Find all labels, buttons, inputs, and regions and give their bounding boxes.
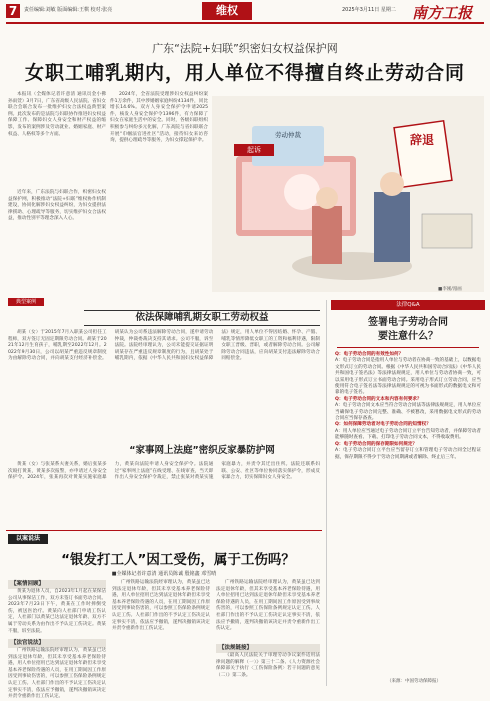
qa-source: （来源：中国劳动保障报）: [387, 679, 441, 684]
header-rule: [6, 22, 484, 24]
photo-credit: ■李刚/漫画: [438, 287, 462, 292]
qa-question: Q：如何保障劳动者对电子劳动合同的知情权？: [335, 422, 431, 428]
qa-sidebar: [326, 300, 485, 686]
lead-kicker: 广东“法院+妇联”织密妇女权益保护网: [152, 42, 338, 55]
judgment-continued: 广州铁路运输法院经审理认为，黄某虽已达到法定退休年龄，但其未享受基本养老保险待遇，用人单位招用已达到法定退休年龄但未享受基本养老保险待遇的人员，在用工期间因工作原因受到事故伤害的，可以参照工伤保险条例规定认定工伤。人社部门作出的不予认定工伤决定认定事实不清，依法应予撤销，遂判决撤销该决定并责令重新作出工伤认定。: [112, 580, 210, 632]
case-summary: 黄某为退休人员，自2023年1月起在某保洁公司从事保洁工作，双方未签订书面劳动合同。2023年7月23日下午，黄某在工作时摔倒受伤，被送医治疗。黄某向人社部门申请工伤认定，人社部门以黄某已达法定退休年龄、双方不属于劳动关系为由作出不予认定工伤决定。黄某不服，诉至法院。: [8, 589, 106, 634]
lead-body-col1b: 近年来，广东法院与妇联合作，织密妇女权益保护网，积极推动“法院+妇联”维权协作机制建设，协同化解涉妇女权益纠纷，为妇女提供法律援助、心理疏导等服务，切实维护妇女合法权益，推动性别平等理念深入人心。: [8, 190, 106, 222]
section-label: 维权: [202, 2, 252, 20]
case-tag: 典型案例: [8, 298, 44, 306]
editor-credits: 责任编辑:刘敏 版面编辑:王棋 校对:张亮: [24, 7, 113, 13]
qa-header: 法律Q&A: [396, 302, 420, 308]
lead-body-col2: 2024年，全省法院受理涉妇女权益纠纷案件1万余件，其中涉婚姻家庭纠纷4134件，同比增长14.6%。双方人身安全保护令申请2025件，核发人身安全保护令1396件，有力保障了妇女在家庭生活中的安全。同时，各级妇联组织积极参与纠纷多元化解，广东高院与省妇联联合开展“巾帼法官进社区”活动，接待妇女来访咨询，提供心理疏导等服务，为妇女撑起保护伞。: [110, 92, 208, 144]
case-summary-heading: 【案情回顾】: [8, 580, 106, 589]
law-text: 《最高人民法院关于审理劳动争议案件适用法律问题的解释（一）》第三十二条、《人力资源社会保障部关于执行〈工伤保险条例〉若干问题的意见（二）》第二条。: [216, 653, 320, 678]
lead-illustration: [212, 96, 484, 292]
judgment-col3: 广州铁路运输法院经审理认为，黄某虽已达到法定退休年龄，但其未享受基本养老保险待遇，用人单位招用已达到法定退休年龄但未享受基本养老保险待遇的人员，在用工期间因工作原因受到事故伤害的，可以参照工伤保险条例规定认定工伤。人社部门作出的不予认定工伤决定认定事实不清，依法应予撤销，遂判决撤销该决定并责令重新作出工伤认定。: [216, 580, 320, 632]
illustration-label-dismiss: 辞退: [409, 133, 434, 147]
feature-col3: [216, 580, 320, 688]
qa-title-rule: [337, 347, 479, 348]
qa-answer: A：电子劳动合同是指用人单位与劳动者在协商一致的基础上，以数据电文形式订立的劳动合同。根据《中华人民共和国劳动合同法》《中华人民共和国电子签名法》等法律法规规定，用人单位与劳动者协商一致，可以采用电子形式订立书面劳动合同。采用电子形式订立劳动合同，应当使用符合电子签名法等法律法规规定的可视为书面形式的数据电文和可靠的电子签名。: [335, 358, 481, 396]
qa-answer: A：电子劳动合同文本应当符合劳动合同法等法律法规规定，用人单位应当确保电子劳动合同完整、准确、不被篡改，采用数据电文形式的劳动合同应当保存备查。: [335, 403, 481, 422]
case1-title: 依法保障哺乳期女职工劳动权益: [84, 310, 320, 326]
feature-byline: ■全媒体记者许意清 通讯员陈诚 殷铭鑫 邓雪晴: [111, 571, 217, 577]
issue-date: 2025年3月11日 星期二: [342, 7, 396, 13]
case2-body: 黄某（女）与张某系夫妻关系，婚后张某多次殴打黄某，黄某多次报警，亦申请过人身安全保护令。2024年，张某再次对黄某实施家庭暴力，黄某向法院申请人身安全保护令。法院通过“家事网上法庭”在线受理、在线审查，当天即作出人身安全保护令裁定，禁止张某对黄某实施家庭暴力，并责令其迁出住所。法院还联系妇联、公安、社区等单位协同落实保护令，形成反家暴合力，切实保障妇女人身安全。: [8, 462, 320, 481]
feature-headline: “银发打工人”因工受伤，属于工伤吗？: [61, 552, 295, 568]
judgment-heading: 【法官说法】: [8, 639, 106, 648]
case1-body: 胡某（女）于2015年7月入职某公司担任工程师，双方签订无固定期限劳动合同。胡某于2021年12月生育孩子，哺乳期至2022年12月。2022年9月30日，公司以胡某严重违反规章制度为由解除劳动合同，并向胡某支付经济补偿金。胡某认为公司系违法解除劳动合同，遂申请劳动仲裁，仲裁委裁决支持其请求。公司不服，诉至法院。法院经审理认为，公司未能提交证据证明胡某存在严重违反规章制度的行为，且胡某处于哺乳期内，依据《中华人民共和国妇女权益保障法》规定，用人单位不得因结婚、怀孕、产假、哺乳等情形降低女职工的工资和福利待遇，限制女职工晋级、晋职，或者解除劳动合同。公司解除劳动合同违法，应向胡某支付违法解除劳动合同赔偿金。: [8, 330, 320, 362]
qa-question: Q：电子劳动合同的有效性如何？: [335, 352, 404, 357]
lead-body-col1: 本报讯（全媒体记者许意清 通讯员金小佛 孙雨萱）3月7日，广东省高级人民法院、省妇女联合会联合发布一批维护妇女合法权益典型案例。此次发布的是法院与妇联协作推进妇女权益保障工作、保障妇女人身安全和财产权益的缩影，发布的案例涉及劳动就业、婚姻家庭、财产权益、人格权等多个方面。: [8, 92, 106, 137]
newspaper-logo: 南方工报: [412, 4, 473, 22]
law-heading: 【法规链接】: [216, 644, 320, 653]
qa-title-line2: 要注意什么？: [378, 331, 438, 342]
feature-rule: [6, 530, 322, 531]
judgment-col1: 广州铁路运输法院经审理认为，黄某虽已达到法定退休年龄，但其未享受基本养老保险待遇，用人单位招用已达到法定退休年龄但未享受基本养老保险待遇的人员，在用工期间因工作原因受到事故伤害的，可以参照工伤保险条例规定认定工伤。人社部门作出的不予认定工伤决定认定事实不清，依法应予撤销，遂判决撤销该决定并责令重新作出工伤认定。: [8, 648, 106, 700]
case2-title: “家事网上法庭”密织反家暴防护网: [129, 445, 275, 456]
lead-headline: 女职工哺乳期内，用人单位不得擅自终止劳动合同: [24, 62, 465, 84]
qa-title-line1: 签署电子劳动合同: [368, 317, 448, 328]
qa-answer: A：用人单位应当通过电子劳动合同订立平台告知劳动者，并保障劳动者能够随时查看、下载、打印电子劳动合同文本，不得收取费用。: [335, 428, 481, 441]
feature-tag: 以案说法: [8, 534, 48, 544]
illustration-label-sue: 起诉: [234, 144, 274, 156]
feature-col1: [8, 580, 106, 700]
illustration-label-arbitration: 劳动仲裁: [275, 131, 301, 139]
qa-list: [335, 352, 481, 676]
qa-answer: A：电子劳动合同订立平台应当留存订立和管理电子劳动合同全过程证据，保存期限不得少于劳动合同期满或者解除、终止后三年。: [335, 448, 481, 460]
page-number: 7: [6, 4, 20, 18]
qa-question: Q：电子劳动合同的保存期限如何规定？: [335, 441, 418, 447]
qa-question: Q：电子劳动合同的文本和内容有何要求？: [335, 396, 422, 402]
